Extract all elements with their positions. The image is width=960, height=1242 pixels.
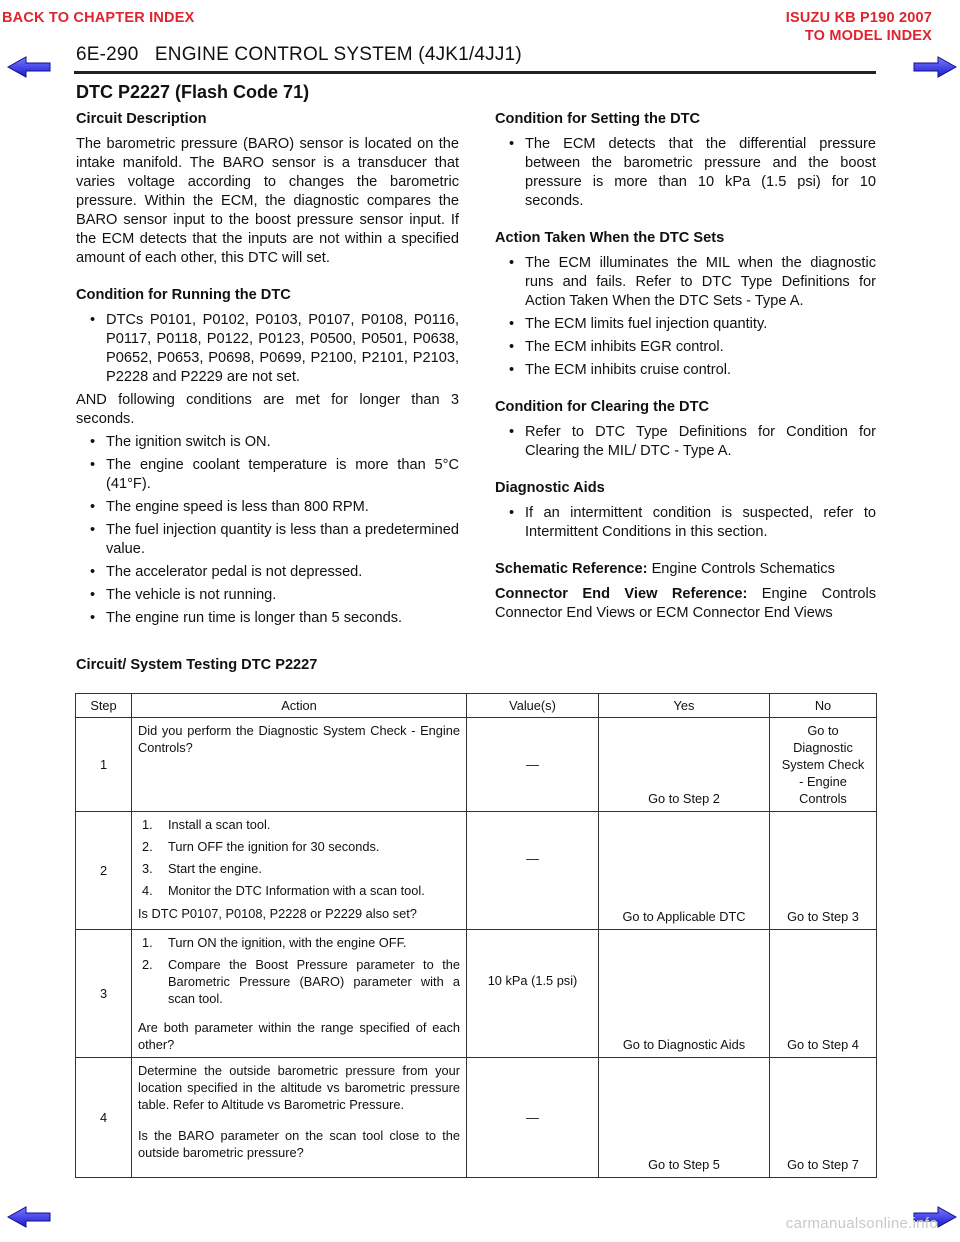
substep-list	[138, 934, 460, 1007]
watermark-text: carmanualsonline.info	[785, 1215, 938, 1232]
connector-reference-link[interactable]: Engine Controls Connector End Views or ECM Connector End Views	[495, 586, 876, 621]
list-item: • The ECM limits fuel injection quantity.	[495, 315, 876, 334]
action-cell	[132, 1058, 467, 1178]
list-item: • The ECM illuminates the MIL when the diagnostic runs and fails. Refer to DTC Type Definitions for Action Taken When the DTC Sets - Type A.	[495, 254, 876, 311]
list-item: • The ignition switch is ON.	[76, 433, 459, 452]
action-taken-list	[495, 254, 876, 380]
list-item: • The ECM detects that the differential pressure between the barometric pressure and the boost pressure is more than 10 kPa (1.5 psi) for 10 seconds.	[495, 135, 876, 211]
value-cell: 10 kPa (1.5 psi)	[467, 930, 599, 1058]
diagnostic-aids-list	[495, 504, 876, 542]
question-text: Are both parameter within the range specified of each other?	[138, 1020, 460, 1052]
no-cell[interactable]: Go to Step 4	[770, 930, 877, 1058]
step-number: 3	[76, 930, 132, 1058]
no-cell[interactable]: Go to Step 7	[770, 1058, 877, 1178]
header-step: Step	[76, 694, 132, 718]
setting-condition-heading: Condition for Setting the DTC	[495, 111, 701, 127]
list-item: • DTCs P0101, P0102, P0103, P0107, P0108, P0116, P0117, P0118, P0122, P0123, P0500, P0501, P0638, P0652, P0653, P0698, P0699, P2100, P2101, P2103, P2228 and P2229 are not set.	[76, 311, 459, 387]
action-taken-heading: Action Taken When the DTC Sets	[495, 230, 725, 246]
list-item: • The accelerator pedal is not depressed.	[76, 563, 459, 582]
running-condition-heading: Condition for Running the DTC	[76, 287, 291, 303]
step-number: 1	[76, 718, 132, 812]
to-model-index-link[interactable]: TO MODEL INDEX	[804, 28, 932, 44]
list-item: • The ECM inhibits EGR control.	[495, 338, 876, 357]
circuit-description-heading: Circuit Description	[76, 111, 207, 127]
conditions-list	[76, 433, 459, 628]
previous-page-bottom-arrow-icon[interactable]	[6, 1205, 52, 1229]
table-row	[76, 930, 877, 1058]
list-item: • Refer to DTC Type Definitions for Condition for Clearing the MIL/ DTC - Type A.	[495, 423, 876, 461]
connector-reference-label: Connector End View Reference:	[495, 586, 748, 602]
list-item: 1. Install a scan tool.	[142, 817, 271, 832]
yes-cell[interactable]: Go to Diagnostic Aids	[599, 930, 770, 1058]
action-cell: Did you perform the Diagnostic System Check - Engine Controls?	[132, 718, 467, 812]
value-cell: —	[467, 1058, 599, 1178]
table-header-row	[76, 694, 877, 718]
value-cell: —	[467, 812, 599, 930]
no-cell[interactable]: Go to Diagnostic System Check - Engine Controls	[770, 718, 877, 812]
list-item: • The vehicle is not running.	[76, 586, 459, 605]
back-to-chapter-index-link[interactable]: BACK TO CHAPTER INDEX	[2, 10, 195, 26]
title-rule	[74, 71, 876, 74]
running-condition-list	[76, 311, 459, 387]
no-cell[interactable]: Go to Step 3	[770, 812, 877, 930]
list-item: • The engine coolant temperature is more than 5°C (41°F).	[76, 456, 459, 494]
header-action: Action	[132, 694, 467, 718]
manual-title-link[interactable]: ISUZU KB P190 2007	[785, 10, 932, 26]
list-item: • The engine run time is longer than 5 seconds.	[76, 609, 459, 628]
clearing-condition-heading: Condition for Clearing the DTC	[495, 399, 710, 415]
list-item: • If an intermittent condition is suspected, refer to Intermittent Conditions in this section.	[495, 504, 876, 542]
dtc-title: DTC P2227 (Flash Code 71)	[76, 82, 310, 102]
page-title: 6E-290 ENGINE CONTROL SYSTEM (4JK1/4JJ1)	[76, 44, 522, 65]
step-number: 4	[76, 1058, 132, 1178]
table-row	[76, 812, 877, 930]
yes-cell[interactable]: Go to Step 2	[599, 718, 770, 812]
setting-condition-list	[495, 135, 876, 211]
table-row	[76, 718, 877, 812]
schematic-reference-label: Schematic Reference:	[495, 561, 648, 577]
header-yes: Yes	[599, 694, 770, 718]
list-item: • The engine speed is less than 800 RPM.	[76, 498, 459, 517]
action-text: Determine the outside barometric pressure from your location specified in the altitude vs barometric pressure table. Refer to Altitude vs Barometric Pressure.	[138, 1063, 460, 1112]
list-item: • The ECM inhibits cruise control.	[495, 361, 876, 380]
yes-cell[interactable]: Go to Step 5	[599, 1058, 770, 1178]
list-item: 2. Turn OFF the ignition for 30 seconds.	[142, 839, 380, 854]
header-no: No	[770, 694, 877, 718]
question-text: Is DTC P0107, P0108, P2228 or P2229 also set?	[138, 906, 417, 921]
left-column	[76, 110, 459, 632]
right-column	[495, 110, 876, 623]
step-number: 2	[76, 812, 132, 930]
schematic-reference	[495, 560, 876, 579]
clearing-condition-list	[495, 423, 876, 461]
value-cell: —	[467, 718, 599, 812]
connector-reference	[495, 585, 876, 623]
header-values: Value(s)	[467, 694, 599, 718]
list-item: • The fuel injection quantity is less than a predetermined value.	[76, 521, 459, 559]
next-page-arrow-icon[interactable]	[912, 55, 958, 79]
list-item: 1. Turn ON the ignition, with the engine OFF.	[142, 935, 407, 950]
yes-cell[interactable]: Go to Applicable DTC	[599, 812, 770, 930]
list-item: 2. Compare the Boost Pressure parameter to the Barometric Pressure (BARO) parameter with a scan tool.	[142, 957, 460, 1006]
question-text: Is the BARO parameter on the scan tool close to the outside barometric pressure?	[138, 1128, 460, 1160]
schematic-reference-link[interactable]: Engine Controls Schematics	[651, 561, 835, 577]
and-conditions-text: AND following conditions are met for longer than 3 seconds.	[76, 392, 459, 427]
circuit-description-text: The barometric pressure (BARO) sensor is located on the intake manifold. The BARO sensor is a transducer that varies voltage according to changes the barometric pressure. Within the ECM, the diagnostic compares the BARO sensor input to the boost pressure sensor input. If the ECM detects that the inputs are not within a specified amount of each other, this DTC will set.	[76, 136, 459, 266]
list-item: 4. Monitor the DTC Information with a scan tool.	[142, 883, 425, 898]
list-item: 3. Start the engine.	[142, 861, 262, 876]
diagnostic-steps-table	[75, 693, 877, 1178]
action-cell	[132, 812, 467, 930]
table-title: Circuit/ System Testing DTC P2227	[76, 657, 318, 673]
substep-list	[138, 816, 460, 899]
action-cell	[132, 930, 467, 1058]
diagnostic-aids-heading: Diagnostic Aids	[495, 480, 605, 496]
previous-page-arrow-icon[interactable]	[6, 55, 52, 79]
table-row	[76, 1058, 877, 1178]
